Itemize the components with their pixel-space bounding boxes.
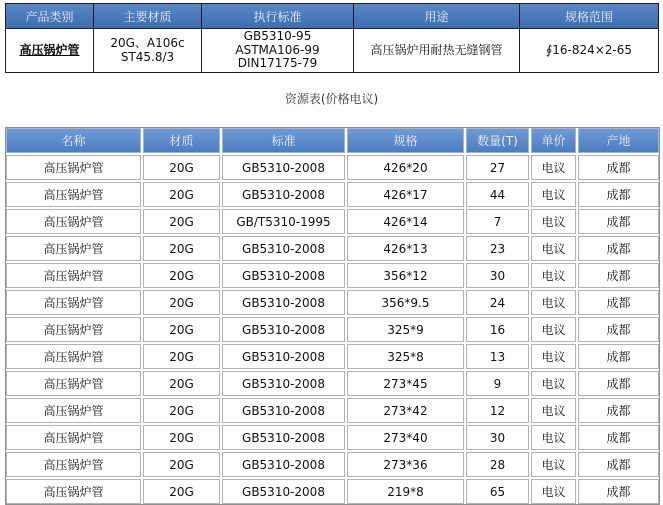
header-category: 产品类别 <box>6 4 93 28</box>
cell-price: 电议 <box>531 155 576 180</box>
cell-material: 20G <box>143 425 220 450</box>
table-row <box>6 479 659 504</box>
header-origin: 产地 <box>578 128 659 153</box>
cell-origin: 成都 <box>578 398 659 423</box>
usage-cell: 高压锅炉用耐热无缝钢管 <box>354 29 519 72</box>
cell-size: 426*14 <box>347 209 464 234</box>
cell-name: 高压锅炉管 <box>6 479 141 504</box>
header-spec-range: 规格范围 <box>520 4 658 28</box>
cell-standard: GB5310-2008 <box>222 236 345 261</box>
cell-material: 20G <box>143 398 220 423</box>
table-row <box>6 452 659 477</box>
cell-material: 20G <box>143 317 220 342</box>
cell-origin: 成都 <box>578 209 659 234</box>
cell-quantity: 16 <box>466 317 529 342</box>
cell-origin: 成都 <box>578 263 659 288</box>
cell-size: 273*42 <box>347 398 464 423</box>
cell-price: 电议 <box>531 236 576 261</box>
cell-material: 20G <box>143 182 220 207</box>
cell-price: 电议 <box>531 182 576 207</box>
cell-size: 273*40 <box>347 425 464 450</box>
cell-price: 电议 <box>531 317 576 342</box>
cell-standard: GB5310-2008 <box>222 263 345 288</box>
cell-origin: 成都 <box>578 425 659 450</box>
table-row <box>6 155 659 180</box>
cell-material: 20G <box>143 209 220 234</box>
cell-quantity: 30 <box>466 425 529 450</box>
cell-quantity: 24 <box>466 290 529 315</box>
table-row <box>6 209 659 234</box>
cell-name: 高压锅炉管 <box>6 317 141 342</box>
cell-quantity: 65 <box>466 479 529 504</box>
cell-quantity: 28 <box>466 452 529 477</box>
cell-standard: GB5310-2008 <box>222 452 345 477</box>
cell-name: 高压锅炉管 <box>6 236 141 261</box>
cell-material: 20G <box>143 290 220 315</box>
cell-material: 20G <box>143 452 220 477</box>
cell-size: 426*20 <box>347 155 464 180</box>
header-usage: 用途 <box>354 4 519 28</box>
cell-name: 高压锅炉管 <box>6 290 141 315</box>
cell-name: 高压锅炉管 <box>6 344 141 369</box>
cell-size: 325*9 <box>347 317 464 342</box>
cell-origin: 成都 <box>578 371 659 396</box>
table-row <box>6 263 659 288</box>
cell-size: 426*17 <box>347 182 464 207</box>
cell-quantity: 30 <box>466 263 529 288</box>
resource-table-caption: 资源表(价格电议) <box>284 92 379 106</box>
table-row <box>6 182 659 207</box>
table-row <box>6 317 659 342</box>
header-material: 材质 <box>143 128 220 153</box>
table-row <box>6 344 659 369</box>
cell-material: 20G <box>143 479 220 504</box>
product-category-table <box>5 3 659 73</box>
cell-material: 20G <box>143 236 220 261</box>
cell-name: 高压锅炉管 <box>6 452 141 477</box>
cell-price: 电议 <box>531 209 576 234</box>
cell-price: 电议 <box>531 425 576 450</box>
cell-quantity: 13 <box>466 344 529 369</box>
resource-table <box>5 127 660 505</box>
table-header-row <box>6 128 659 153</box>
cell-origin: 成都 <box>578 344 659 369</box>
cell-name: 高压锅炉管 <box>6 425 141 450</box>
cell-origin: 成都 <box>578 452 659 477</box>
category-cell <box>6 29 93 72</box>
cell-name: 高压锅炉管 <box>6 155 141 180</box>
cell-quantity: 9 <box>466 371 529 396</box>
cell-name: 高压锅炉管 <box>6 263 141 288</box>
table-row <box>6 290 659 315</box>
cell-price: 电议 <box>531 452 576 477</box>
cell-price: 电议 <box>531 290 576 315</box>
cell-name: 高压锅炉管 <box>6 398 141 423</box>
cell-quantity: 12 <box>466 398 529 423</box>
cell-quantity: 23 <box>466 236 529 261</box>
cell-name: 高压锅炉管 <box>6 371 141 396</box>
cell-size: 273*36 <box>347 452 464 477</box>
cell-standard: GB/T5310-1995 <box>222 209 345 234</box>
cell-quantity: 7 <box>466 209 529 234</box>
standard-line: GB5310-95 <box>243 29 312 44</box>
table-row <box>6 425 659 450</box>
cell-size: 356*9.5 <box>347 290 464 315</box>
material-line: 20G、A106c <box>110 36 185 50</box>
cell-material: 20G <box>143 263 220 288</box>
table-row <box>6 371 659 396</box>
cell-standard: GB5310-2008 <box>222 182 345 207</box>
cell-quantity: 44 <box>466 182 529 207</box>
header-quantity: 数量(T) <box>466 128 529 153</box>
spec-range-cell: ∮16-824×2-65 <box>520 29 658 72</box>
material-line: ST45.8/3 <box>120 49 175 64</box>
cell-standard: GB5310-2008 <box>222 290 345 315</box>
cell-material: 20G <box>143 155 220 180</box>
cell-size: 426*13 <box>347 236 464 261</box>
table-row <box>6 236 659 261</box>
cell-standard: GB5310-2008 <box>222 425 345 450</box>
standard-line: DIN17175-79 <box>237 56 318 71</box>
header-name: 名称 <box>6 128 141 153</box>
cell-price: 电议 <box>531 344 576 369</box>
product-category-link[interactable]: 高压锅炉管 <box>19 42 80 57</box>
cell-standard: GB5310-2008 <box>222 155 345 180</box>
cell-name: 高压锅炉管 <box>6 209 141 234</box>
cell-quantity: 27 <box>466 155 529 180</box>
cell-size: 273*45 <box>347 371 464 396</box>
cell-size: 219*8 <box>347 479 464 504</box>
table-row <box>6 398 659 423</box>
cell-material: 20G <box>143 371 220 396</box>
cell-name: 高压锅炉管 <box>6 182 141 207</box>
cell-origin: 成都 <box>578 236 659 261</box>
cell-origin: 成都 <box>578 479 659 504</box>
header-size: 规格 <box>347 128 464 153</box>
cell-standard: GB5310-2008 <box>222 317 345 342</box>
standard-line: ASTMA106-99 <box>235 42 320 57</box>
cell-standard: GB5310-2008 <box>222 371 345 396</box>
cell-origin: 成都 <box>578 182 659 207</box>
cell-standard: GB5310-2008 <box>222 479 345 504</box>
cell-standard: GB5310-2008 <box>222 344 345 369</box>
cell-material: 20G <box>143 344 220 369</box>
cell-price: 电议 <box>531 371 576 396</box>
header-price: 单价 <box>531 128 576 153</box>
cell-size: 356*12 <box>347 263 464 288</box>
cell-origin: 成都 <box>578 317 659 342</box>
cell-standard: GB5310-2008 <box>222 398 345 423</box>
material-cell <box>94 29 201 72</box>
cell-price: 电议 <box>531 479 576 504</box>
header-standard: 执行标准 <box>202 4 353 28</box>
header-material: 主要材质 <box>94 4 201 28</box>
standard-cell <box>202 29 353 72</box>
cell-size: 325*8 <box>347 344 464 369</box>
cell-origin: 成都 <box>578 290 659 315</box>
header-standard: 标准 <box>222 128 345 153</box>
cell-origin: 成都 <box>578 155 659 180</box>
cell-price: 电议 <box>531 398 576 423</box>
cell-price: 电议 <box>531 263 576 288</box>
